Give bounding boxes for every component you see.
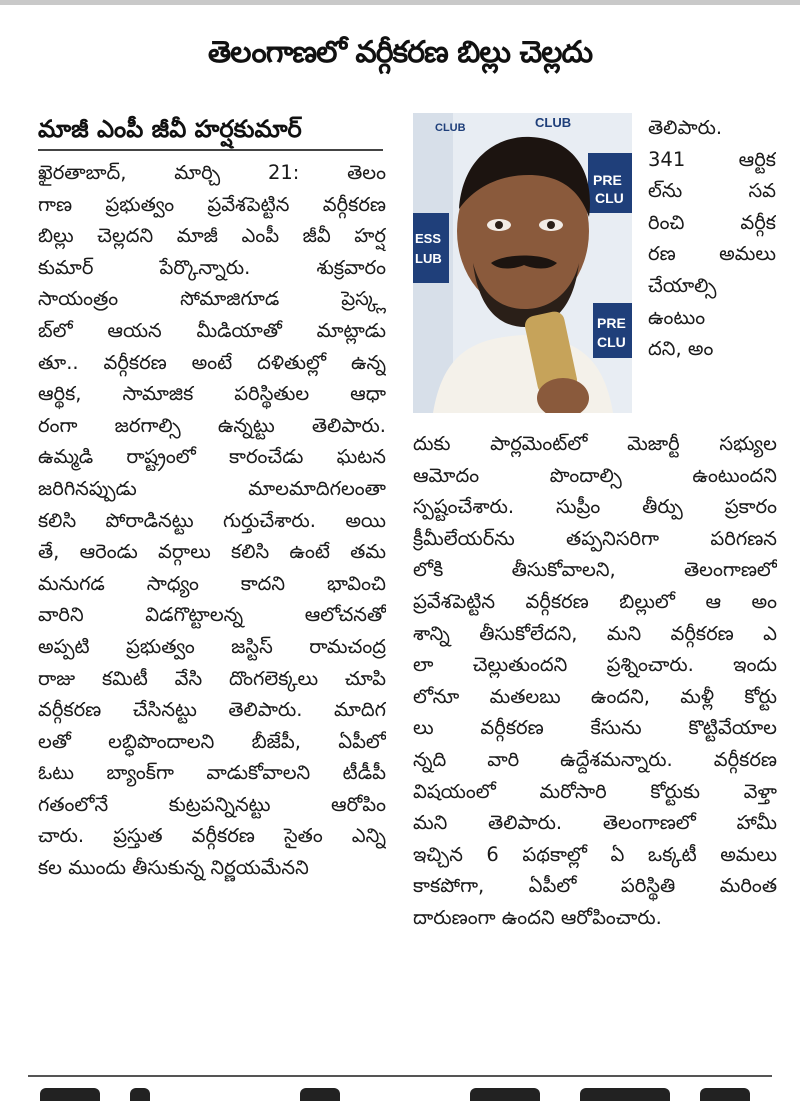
left-column-line: వారిని విడగొట్టాలన్న ఆలోచనతో bbox=[38, 603, 386, 627]
left-column-line: అప్పటి ప్రభుత్వం జస్టిస్ రామచంద్ర bbox=[38, 634, 386, 658]
middle-column-line: లోనూ మతలబు ఉందని, మళ్లీ కోర్టు bbox=[413, 684, 777, 708]
middle-column-line: ఇచ్చిన 6 పథకాల్లో ఏ ఒక్కటీ అమలు bbox=[413, 842, 777, 866]
backdrop-label: ESS bbox=[415, 231, 442, 246]
left-column-line: వర్గీకరణ చేసినట్టు తెలిపారు. మాదిగ bbox=[38, 698, 386, 722]
article-headline: తెలంగాణలో వర్గీకరణ బిల్లు చెల్లదు bbox=[207, 35, 593, 70]
left-column-line: బ్‌లో ఆయన మీడియాతో మాట్లాడు bbox=[38, 318, 386, 342]
left-column-line: ఓటు బ్యాంక్‌గా వాడుకోవాలని టీడీపీ bbox=[38, 761, 386, 785]
side-column-line: చేయాల్సి bbox=[648, 273, 717, 297]
side-column-line: తెలిపారు. bbox=[648, 116, 723, 139]
left-column-line: కల ముందు తీసుకున్న నిర్ణయమేనని bbox=[38, 856, 309, 880]
middle-column-line: క్రీమీలేయర్‌ను తప్పనిసరిగా పరిగణన bbox=[413, 526, 777, 550]
article-middle-column bbox=[413, 428, 777, 934]
middle-column-line: విషయంలో మరోసారి కోర్టుకు వెళ్తా bbox=[413, 779, 777, 803]
side-column-line: ఉంటుం bbox=[648, 305, 706, 329]
side-column-line: దని, అం bbox=[648, 337, 714, 361]
left-column-line: ఉమ్మడి రాష్ట్రంలో కారంచేడు ఘటన bbox=[38, 445, 386, 469]
left-column-line: కుమార్ పేర్కొన్నారు. శుక్రవారం bbox=[38, 255, 386, 279]
side-column-line: ల్‌ను సవ bbox=[648, 179, 776, 203]
middle-column-line: లు వర్గీకరణ కేసును కొట్టివేయాల bbox=[413, 716, 777, 740]
side-column-line: రించి వర్గీక bbox=[648, 210, 776, 234]
next-article-cutoff bbox=[0, 1086, 800, 1101]
left-column-line: కలిసి పోరాడినట్టు గుర్తుచేశారు. అయి bbox=[38, 508, 386, 532]
middle-column-line: లా చెల్లుతుందని ప్రశ్నించారు. ఇందు bbox=[413, 653, 777, 677]
byline-underline bbox=[38, 149, 383, 151]
backdrop-label: CLU bbox=[597, 334, 626, 350]
left-column-line: తే, ఆరెండు వర్గాలు కలిసి ఉంటే తమ bbox=[38, 540, 386, 564]
backdrop-label: CLUB bbox=[535, 115, 572, 130]
article-left-column bbox=[38, 157, 386, 884]
middle-column-line: దుకు పార్లమెంట్‌లో మెజార్టీ సభ్యుల bbox=[413, 432, 777, 455]
left-column-line: ఖైరతాబాద్, మార్చి 21: తెలం bbox=[38, 161, 386, 184]
middle-column-line: కాకపోగా, ఏపీలో పరిస్థితి మరింత bbox=[413, 874, 777, 898]
left-column-line: ఆర్థిక, సామాజిక పరిస్థితుల ఆధా bbox=[38, 382, 386, 406]
top-border-rule bbox=[0, 0, 800, 5]
left-column-line: గాణ ప్రభుత్వం ప్రవేశపెట్టిన వర్గీకరణ bbox=[38, 192, 386, 216]
left-column-line: చారు. ప్రస్తుత వర్గీకరణ సైతం ఎన్ని bbox=[38, 824, 386, 848]
backdrop-label: CLUB bbox=[435, 122, 466, 134]
bottom-divider-rule bbox=[28, 1075, 772, 1077]
speaker-photo-illustration bbox=[413, 113, 632, 413]
left-column-line: సాయంత్రం సోమాజిగూడ ప్రెస్క్ల bbox=[38, 287, 386, 311]
left-column-line: జరిగినప్పుడు మాలమాదిగలంతా bbox=[38, 476, 386, 500]
backdrop-label: PRE bbox=[597, 315, 626, 331]
speaker-photo bbox=[413, 113, 632, 413]
article-byline: మాజీ ఎంపీ జీవీ హర్షకుమార్ bbox=[38, 115, 302, 143]
backdrop-label: PRE bbox=[593, 172, 622, 188]
middle-column-line: స్పష్టంచేశారు. సుప్రీం తీర్పు ప్రకారం bbox=[413, 495, 777, 519]
middle-column-line: ప్రవేశపెట్టిన వర్గీకరణ బిల్లులో ఆ అం bbox=[413, 589, 777, 613]
middle-column-line: దారుణంగా ఉందని ఆరోపించారు. bbox=[413, 905, 662, 929]
left-column-line: మనుగడ సాధ్యం కాదని భావించి bbox=[38, 571, 386, 595]
article-side-column bbox=[648, 112, 776, 365]
middle-column-line: ఆమోదం పొందాల్సి ఉంటుందని bbox=[413, 463, 777, 487]
middle-column-line: లోకి తీసుకోవాలని, తెలంగాణలో bbox=[413, 558, 777, 582]
side-column-line: 341 ఆర్టిక bbox=[648, 147, 776, 171]
side-column-line: రణ అమలు bbox=[648, 242, 776, 266]
backdrop-label: LUB bbox=[415, 251, 442, 266]
left-column-line: లతో లబ్ధిపొందాలని బీజేపీ, ఏపీలో bbox=[38, 729, 386, 753]
middle-column-line: న్నది వారి ఉద్దేశమన్నారు. వర్గీకరణ bbox=[413, 747, 777, 771]
left-column-line: బిల్లు చెల్లదని మాజీ ఎంపీ జీవీ హర్ష bbox=[38, 224, 386, 248]
left-column-line: గతంలోనే కుట్రపన్నినట్టు ఆరోపిం bbox=[38, 792, 386, 816]
left-column-line: రాజు కమిటీ వేసి దొంగలెక్కలు చూపి bbox=[38, 666, 386, 690]
middle-column-line: మని తెలిపారు. తెలంగాణలో హామీ bbox=[413, 811, 777, 835]
left-column-line: తూ.. వర్గీకరణ అంటే దళితుల్లో ఉన్న bbox=[38, 350, 386, 374]
left-column-line: రంగా జరగాల్సి ఉన్నట్టు తెలిపారు. bbox=[38, 413, 386, 437]
middle-column-line: శాన్ని తీసుకోలేదని, మని వర్గీకరణ ఎ bbox=[413, 621, 777, 645]
backdrop-label: CLU bbox=[595, 190, 624, 206]
